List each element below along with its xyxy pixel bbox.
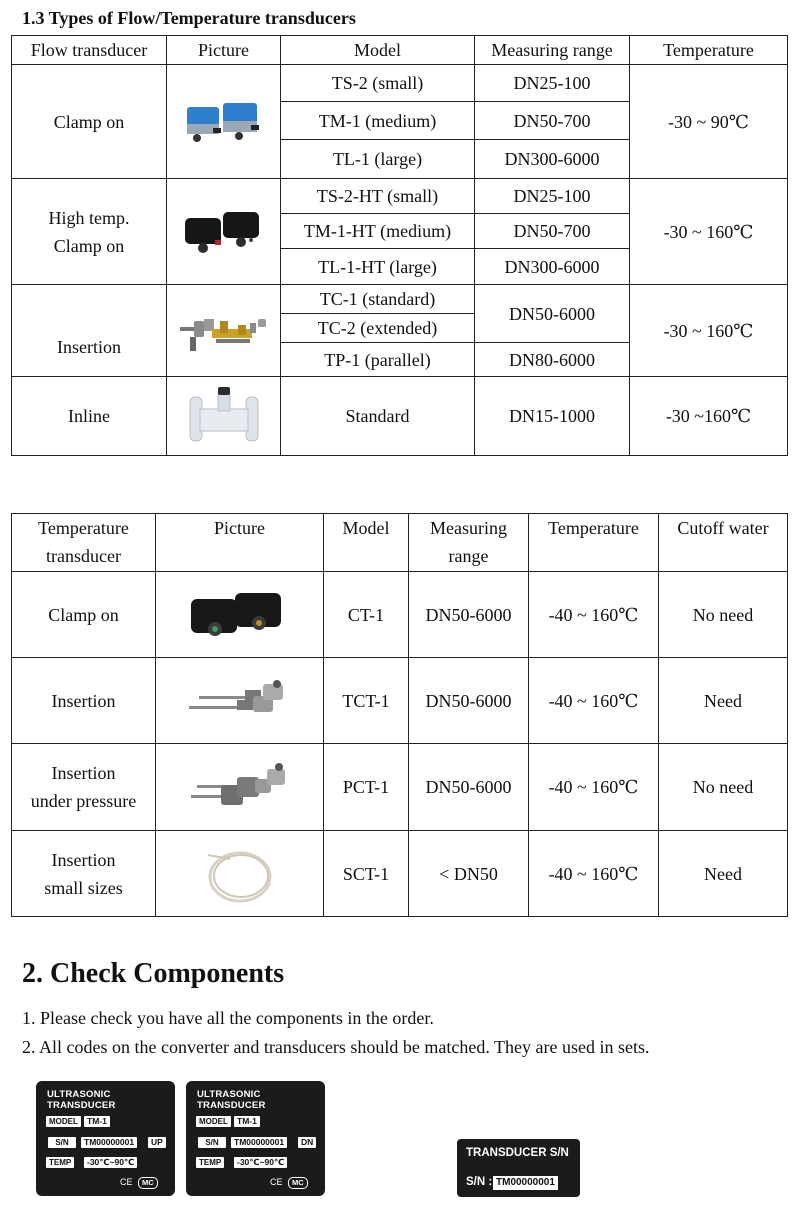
sn-label-value: TM00000001 <box>493 1176 558 1190</box>
temp-key: TEMP <box>196 1157 224 1168</box>
type-line: Insertion <box>51 763 116 783</box>
range-cell: DN50-700 <box>475 102 630 140</box>
temp-value: -30℃~90℃ <box>84 1157 137 1168</box>
sn-key: S/N <box>198 1137 226 1148</box>
cutoff-cell: No need <box>659 572 788 658</box>
insertion-transducers-image <box>167 285 281 377</box>
pct-1-image <box>156 744 324 831</box>
transducer-type: Insertion <box>12 285 167 377</box>
column-header <box>409 514 529 572</box>
sct-1-image <box>156 831 324 917</box>
column-header: Picture <box>167 36 281 65</box>
ce-mark: CE <box>120 1177 133 1187</box>
transducer-type <box>12 744 156 831</box>
temperature-transducer-table <box>11 513 788 917</box>
model-cell: SCT-1 <box>324 831 409 917</box>
table-row <box>12 658 788 744</box>
table-header-row <box>12 514 788 572</box>
transducer-type: Inline <box>12 377 167 456</box>
range-cell: DN50-6000 <box>409 658 529 744</box>
model-key: MODEL <box>196 1116 231 1127</box>
sn-value: TM00000001 <box>231 1137 287 1148</box>
range-cell: DN25-100 <box>475 179 630 214</box>
type-line: small sizes <box>44 877 123 898</box>
mc-mark: MC <box>288 1177 308 1189</box>
range-cell: DN25-100 <box>475 65 630 102</box>
label-title: ULTRASONIC TRANSDUCER <box>197 1089 266 1111</box>
model-value: TM-1 <box>234 1116 260 1127</box>
table-row <box>12 285 788 314</box>
sn-label-key: S/N : <box>466 1176 493 1188</box>
temperature-cell: -40 ~ 160℃ <box>529 658 659 744</box>
model-cell: TC-2 (extended) <box>281 314 475 343</box>
direction-value: DN <box>298 1137 316 1148</box>
instruction-item: 2. All codes on the converter and transducers should be matched. They are used in sets. <box>22 1037 650 1057</box>
transducer-type <box>12 572 156 658</box>
mc-mark: MC <box>138 1177 158 1189</box>
sn-value: TM00000001 <box>81 1137 137 1148</box>
table-row <box>12 65 788 102</box>
column-header: Cutoff water <box>659 514 788 572</box>
range-cell: DN300-6000 <box>475 249 630 285</box>
table-row <box>12 744 788 831</box>
sn-label-title: TRANSDUCER S/N <box>466 1147 569 1159</box>
column-header: Temperature <box>529 514 659 572</box>
temperature-cell: -30 ~160℃ <box>630 377 788 456</box>
table-row <box>12 831 788 917</box>
column-header <box>12 514 156 572</box>
column-header: Picture <box>156 514 324 572</box>
column-header: Model <box>281 36 475 65</box>
transducer-type <box>12 831 156 917</box>
temperature-cell: -30 ~ 90℃ <box>630 65 788 179</box>
table-header-row <box>12 36 788 65</box>
ce-mark: CE <box>270 1177 283 1187</box>
temp-key: TEMP <box>46 1157 74 1168</box>
model-value: TM-1 <box>84 1116 110 1127</box>
model-cell: CT-1 <box>324 572 409 658</box>
header-line: range <box>448 546 489 566</box>
range-cell: DN50-6000 <box>475 285 630 343</box>
model-cell: TS-2-HT (small) <box>281 179 475 214</box>
model-cell: TCT-1 <box>324 658 409 744</box>
instruction-item: 1. Please check you have all the components in the order. <box>22 1008 434 1028</box>
model-cell: TC-1 (standard) <box>281 285 475 314</box>
cutoff-cell: Need <box>659 831 788 917</box>
transducer-label-dn <box>186 1081 325 1196</box>
section-title: 1.3 Types of Flow/Temperature transducers <box>22 8 356 28</box>
column-header: Model <box>324 514 409 572</box>
type-line: High temp. <box>48 207 130 228</box>
range-cell: DN300-6000 <box>475 140 630 179</box>
type-line: under pressure <box>30 791 137 811</box>
model-cell: TL-1-HT (large) <box>281 249 475 285</box>
temperature-cell: -30 ~ 160℃ <box>630 285 788 377</box>
column-header: Temperature <box>630 36 788 65</box>
header-line: Measuring <box>430 518 507 538</box>
sn-key: S/N <box>48 1137 76 1148</box>
model-cell: TS-2 (small) <box>281 65 475 102</box>
range-cell: DN50-6000 <box>409 572 529 658</box>
transducer-type <box>12 658 156 744</box>
model-key: MODEL <box>46 1116 81 1127</box>
temperature-cell: -40 ~ 160℃ <box>529 831 659 917</box>
temperature-cell: -40 ~ 160℃ <box>529 572 659 658</box>
range-cell: < DN50 <box>409 831 529 917</box>
flow-transducer-table <box>11 35 788 456</box>
range-cell: DN15-1000 <box>475 377 630 456</box>
header-line: Temperature <box>38 518 129 538</box>
model-cell: TM-1 (medium) <box>281 102 475 140</box>
type-line: Insertion <box>51 849 116 870</box>
temperature-cell: -30 ~ 160℃ <box>630 179 788 285</box>
transducer-sn-label <box>457 1139 580 1197</box>
temperature-cell: -40 ~ 160℃ <box>529 744 659 831</box>
table-row <box>12 572 788 658</box>
direction-value: UP <box>148 1137 166 1148</box>
header-line: transducer <box>46 546 121 566</box>
type-line: Clamp on <box>48 604 119 625</box>
range-cell: DN50-6000 <box>409 744 529 831</box>
model-cell: TP-1 (parallel) <box>281 343 475 377</box>
inline-flow-body-image <box>167 377 281 456</box>
model-cell: Standard <box>281 377 475 456</box>
high-temp-clamp-on-transducers-image <box>167 179 281 285</box>
range-cell: DN80-6000 <box>475 343 630 377</box>
check-components-heading: 2. Check Components <box>22 958 285 989</box>
table-row <box>12 179 788 214</box>
model-cell: PCT-1 <box>324 744 409 831</box>
clamp-on-transducers-image <box>167 65 281 179</box>
label-title: ULTRASONIC TRANSDUCER <box>47 1089 116 1111</box>
range-cell: DN50-700 <box>475 214 630 249</box>
type-line: Clamp on <box>53 235 125 256</box>
column-header: Measuring range <box>475 36 630 65</box>
table-row <box>12 377 788 456</box>
cutoff-cell: No need <box>659 744 788 831</box>
model-cell: TM-1-HT (medium) <box>281 214 475 249</box>
ct-1-image <box>156 572 324 658</box>
tct-1-image <box>156 658 324 744</box>
transducer-label-up <box>36 1081 175 1196</box>
cutoff-cell: Need <box>659 658 788 744</box>
temp-value: -30℃~90℃ <box>234 1157 287 1168</box>
transducer-type: Clamp on <box>12 65 167 179</box>
model-cell: TL-1 (large) <box>281 140 475 179</box>
transducer-type <box>12 179 167 285</box>
column-header: Flow transducer <box>12 36 167 65</box>
type-line: Insertion <box>51 690 116 711</box>
